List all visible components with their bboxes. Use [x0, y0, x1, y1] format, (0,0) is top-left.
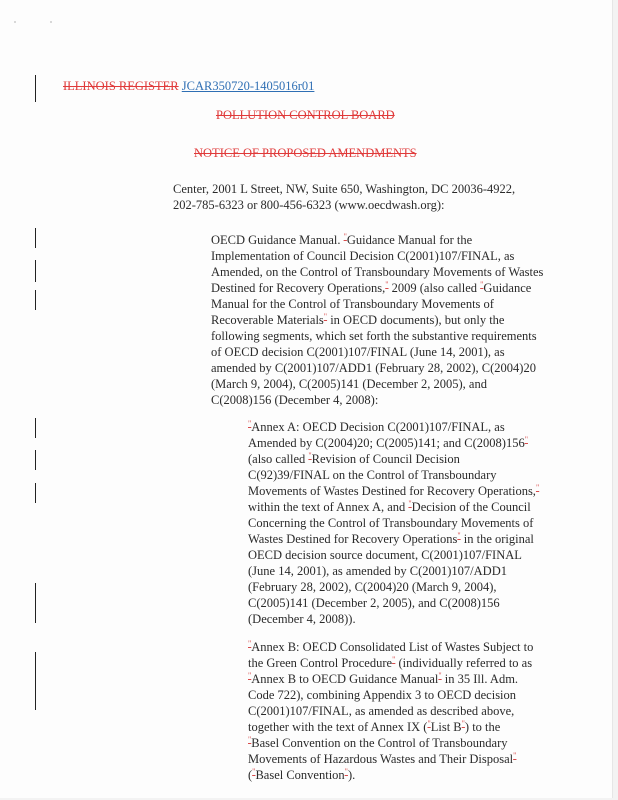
change-bar	[35, 260, 36, 282]
document-page: ILLINOIS REGISTER JCAR350720-1405016r01 POLLUTION CONTROL BOARD NOTICE OF PROPOSED AMENDMENTS Center, 2001 L Street, NW, Suite 650, Washington, DC 20036-4922, 202-785-6323 or 800-456-6323 (www.oecdwash.org): OECD Guidance Manual. "Guidance Manual for the Implementation of Council Decision C(2001)107/FINAL, as Amended, on the Control of Transboundary Movements of Wastes Destined for Recovery Operations," 2009 (also called "Guidance Manual for the Control of Transboundary Movements of Recoverable Materials" in OECD documents), but only the following segments, which set forth the substantive requirements of OECD decision C(2001)107/FINAL (June 14, 2001), as amended by C(2001)107/ADD1 (February 28, 2002), C(2004)20 (March 9, 2004), C(2005)141 (December 2, 2005), and C(2008)156 (December 4, 2008): "Annex A: OECD Decision C(2001)107/FINAL, as Amended by C(2004)20; C(2005)141; and C(2008)156" (also called "Revision of Council Decision C(92)39/FINAL on the Control of Transboundary Movements of Wastes Destined for Recovery Operations," within the text of Annex A, and "Decision of the Council Concerning the Control of Transboundary Movements of Wastes Destined for Recovery Operations" in the original OECD decision source document, C(2001)107/FINAL (June 14, 2001), as amended by C(2001)107/ADD1 (February 28, 2002), C(2004)20 (March 9, 2004), C(2005)141 (December 2, 2005), and C(2008)156 (December 4, 2008)). "Annex B: OECD Consolidated List of Wastes Subject to the Green Control Procedure" (individually referred to as "Annex B to OECD Guidance Manual" in 35 Ill. Adm. Code 722), combining Appendix 3 to OECD decision C(2001)107/FINAL, as amended as described above, together with the text of Annex IX ("List B") to the "Basel Convention on the Control of Transboundary Movements of Hazardous Wastes and Their Disposal" ("Basel Convention").	[0, 0, 613, 798]
notice-title: NOTICE OF PROPOSED AMENDMENTS	[194, 146, 417, 160]
speck	[14, 21, 16, 23]
change-bar	[35, 483, 36, 503]
change-bar	[35, 583, 36, 623]
change-bar	[35, 290, 36, 310]
change-bar	[35, 228, 36, 248]
speck	[50, 21, 52, 23]
register-header: ILLINOIS REGISTER JCAR350720-1405016r01	[63, 79, 315, 93]
center-line-1: Center, 2001 L Street, NW, Suite 650, Washington, DC 20036-4922,	[173, 182, 516, 196]
change-bar	[35, 652, 36, 710]
change-bar	[35, 418, 36, 438]
change-bar	[35, 450, 36, 470]
center-line-2: 202-785-6323 or 800-456-6323 (www.oecdwash.org):	[173, 198, 445, 212]
change-bar	[35, 75, 36, 102]
board-name: POLLUTION CONTROL BOARD	[216, 108, 395, 122]
